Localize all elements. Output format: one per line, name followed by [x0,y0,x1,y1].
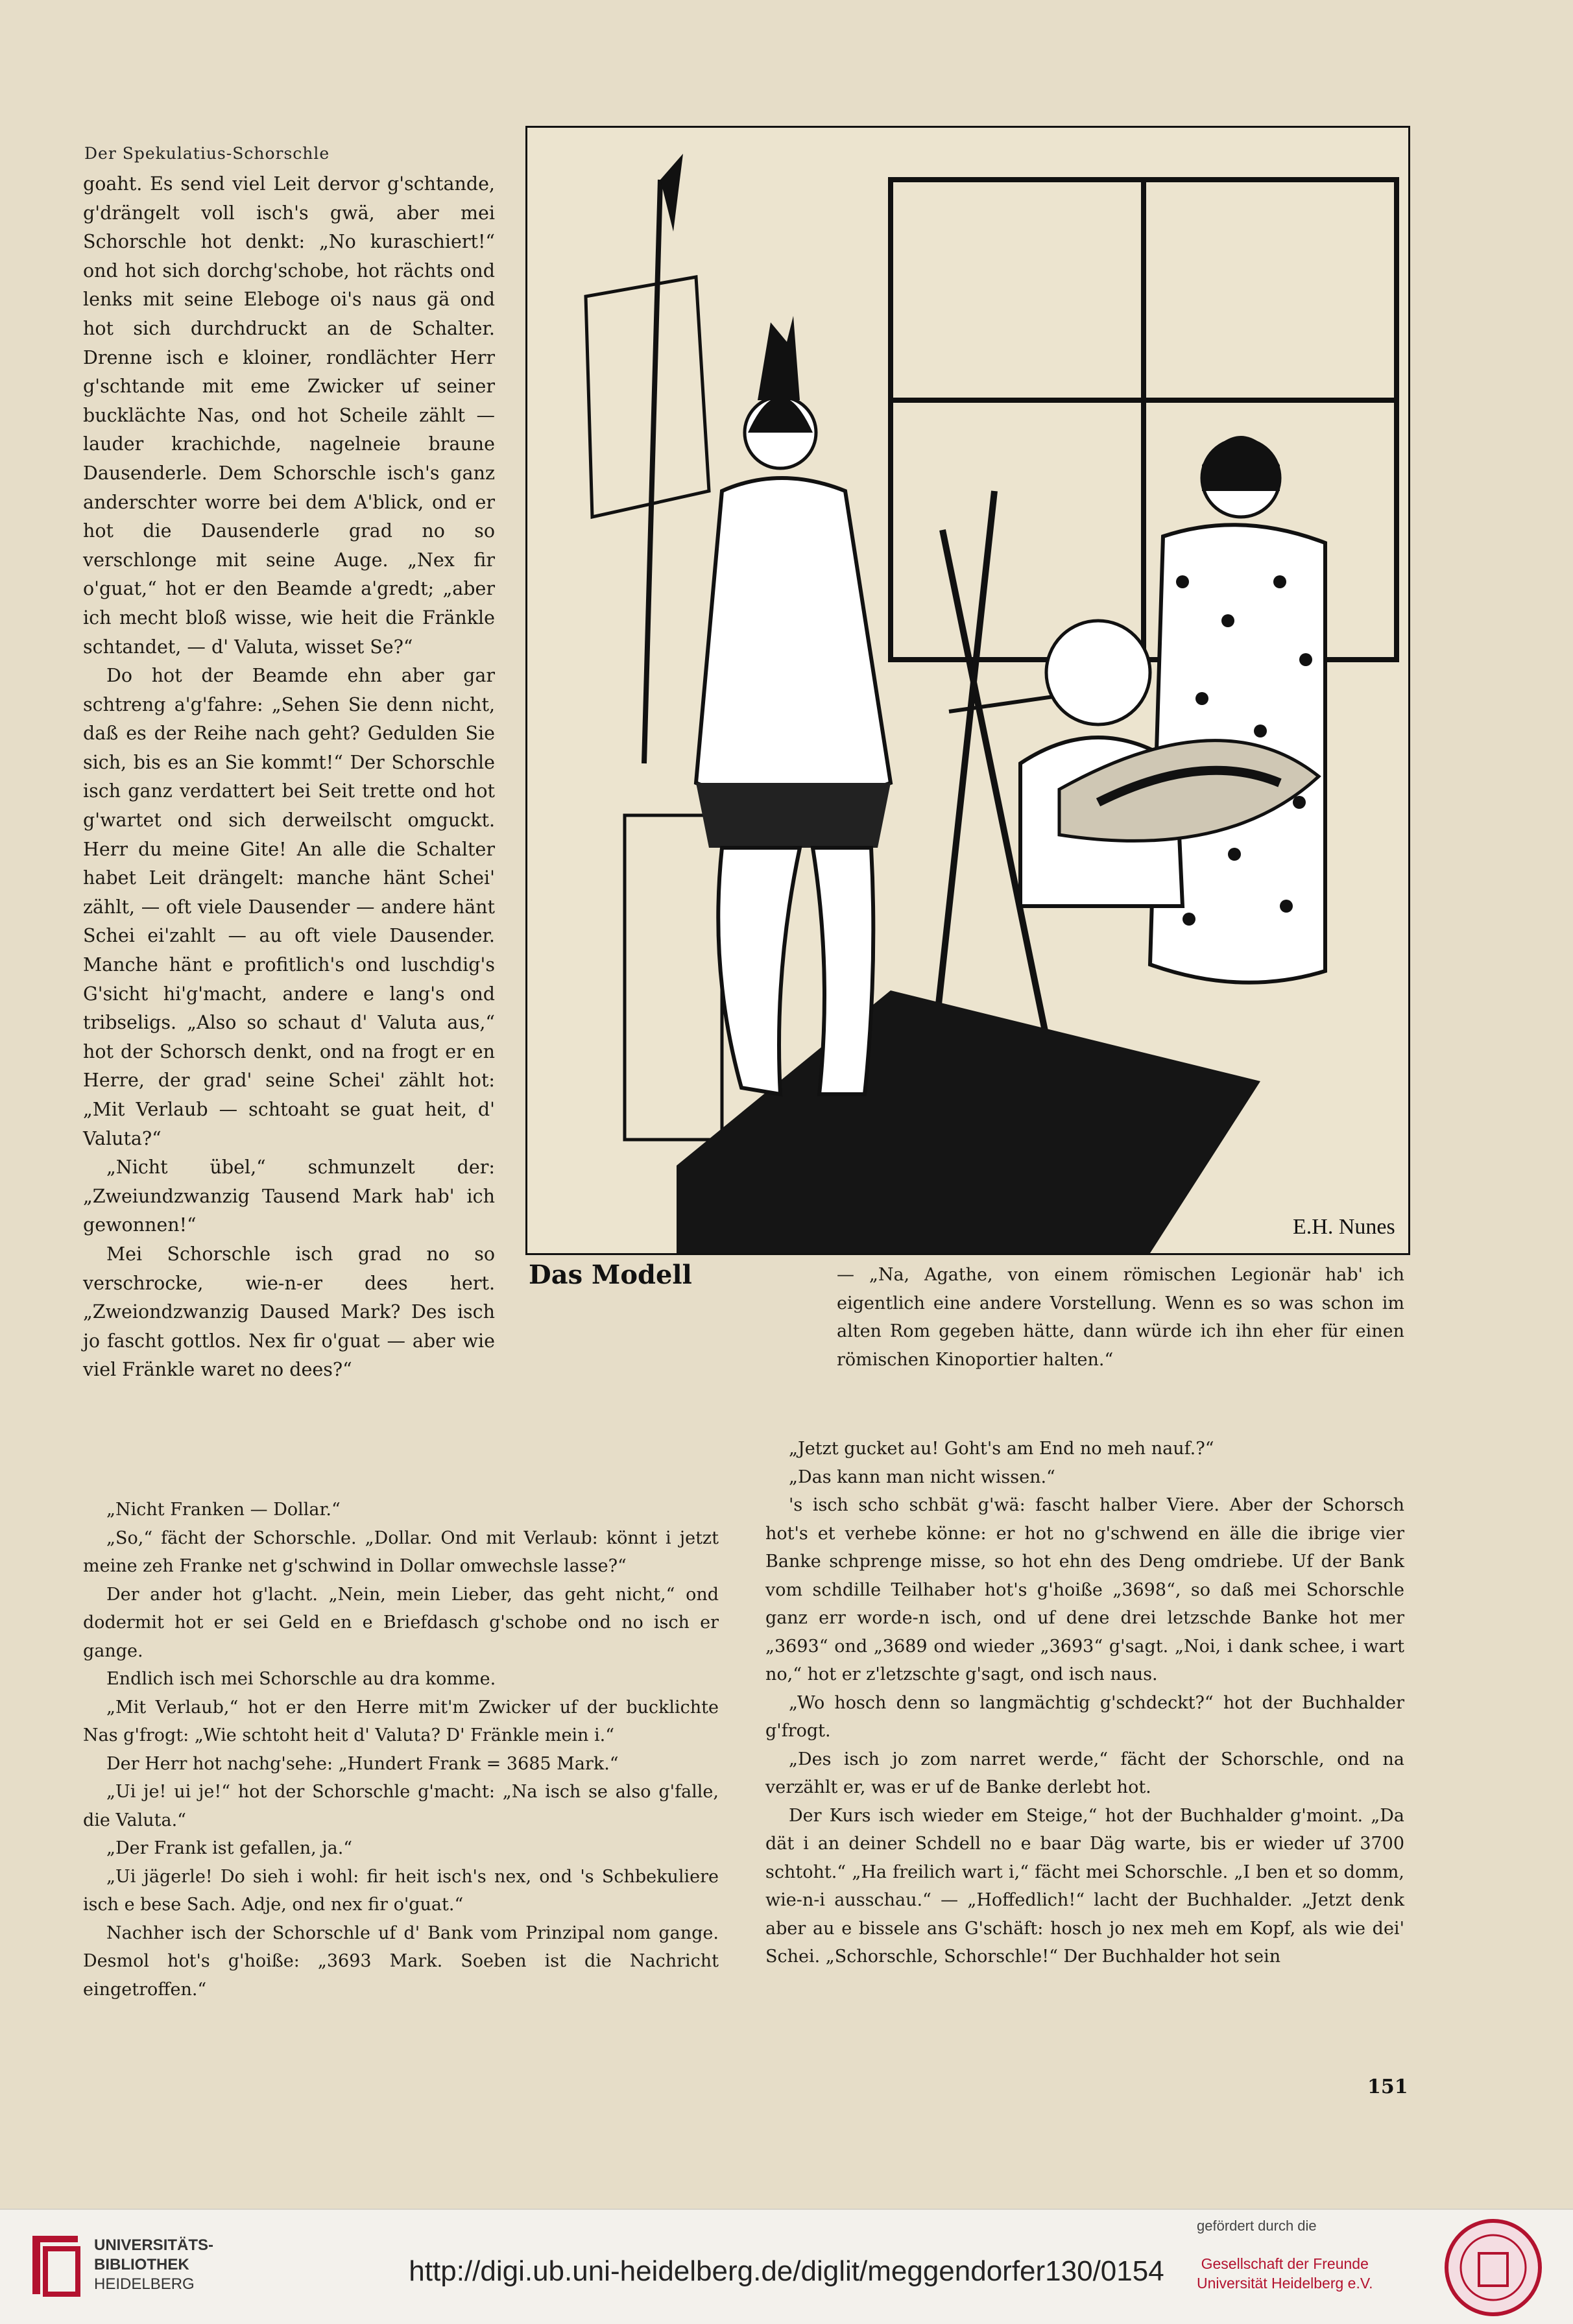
paragraph: „Ui jägerle! Do sieh i wohl: fir heit isch's nex, ond 's Schbekuliere isch e bese Sach. Adje, ond nex fir o'guat.“ [83,1866,719,1915]
artist-signature: E.H. Nunes [1293,1215,1395,1239]
paragraph: „So,“ fächt der Schorschle. „Dollar. Ond mit Verlaub: könnt i jetzt meine zeh Franke net g'schwind in Dollar omwechsle lasse?“ [83,1527,719,1576]
paragraph: „Nicht übel,“ schmunzelt der: „Zweiundzwanzig Tausend Mark hab' ich gewonnen!“ [83,1156,495,1236]
paragraph: „Nicht Franken — Dollar.“ [106,1500,341,1520]
paragraph: Mei Schorschle isch grad no so verschrocke, wie-n-er dees hert. „Zweiondzwanzig Daused Mark? Des isch jo fascht gottlos. Nex fir o'guat — aber wie viel Fränkle waret no dees?“ [83,1243,495,1381]
page-number: 151 [1367,2076,1408,2098]
painter-studio-drawing [527,128,1408,1253]
society-name [1197,2254,1373,2293]
paragraph: Do hot der Beamde ehn aber gar schtreng a'g'fahre: „Sehen Sie denn nicht, daß es der Reihe nach geht? Gedulden Sie sich, bis es an Sie kommt!“ Der Schorschle isch ganz verdattert bei Seit trette ond hot g'wartet ond sich derweilscht omguckt. Herr du meine Gite! An alle die Schalter habet Leit drängelt: manche hänt Schei' zählt, — oft viele Dausender — andere hänt Schei ei'zahlt — au oft viele Dausender. Manche hänt e profitlich's ond luschdig's G'sicht hi'g'macht, andere e lang's ond tribseligs. „Also so schaut d' Valuta aus,“ hot der Schorsch denkt, ond na frogt er en Herre, der grad' seine Schei' zählt hot: „Mit Verlaub — schtoaht se guat heit, d' Valuta?“ [83,665,495,1149]
paragraph: Der ander hot g'lacht. „Nein, mein Lieber, das geht nicht,“ ond dodermit hot er sei Geld en e Briefdasch g'schobe ond no isch er gange. [83,1584,719,1661]
caption-title: Das Modell [529,1260,692,1290]
caption-quote: — „Na, Agathe, von einem römischen Legionär hab' ich eigentlich eine andere Vorstellung. Wenn es so was schon im alten Rom gegeben hätte, dann würde ich ihn eher für einen römischen Kinoportier halten.“ [837,1265,1404,1370]
paragraph: Der Kurs isch wieder em Steige,“ hot der Buchhalder g'moint. „Da dät i an deiner Schdell no e baar Däg warte, bis er wieder uf 3700 schtoht.“ „Ha freilich wart i,“ fächt mei Schorschle. „I ben et so domm, wie-n-i ausschau.“ — „Hoffedlich!“ lacht der Buchhalder. „Jetzt denk aber au e bissele ans G'schäft: hosch jo nex meh em Kopf, als wie dei' Schei. „Schorschle, Schorschle!“ Der Buchhalder hot sein [765,1805,1404,1967]
illustration-das-modell [525,126,1410,1255]
bottom-right-column-text [765,1435,1404,1971]
viewer-footer-bar [0,2209,1573,2324]
permalink-url[interactable]: http://digi.ub.uni-heidelberg.de/diglit/meggendorfer130/0154 [409,2255,1164,2287]
paragraph: 's isch scho schbät g'wä: fascht halber Viere. Aber der Schorsch hot's et verhebe könne: er hot no g'schwend en älle die ibrige vier Banke schprenge misse, so hot ehn des Deng omdriebe. Uf der Bank vom schdille Teilhaber hot's g'hoiße „3698“, so daß mei Schorschle ganz err worde-n isch, ond uf dene drei letzschde Banke hot mer „3693“ ond „3689 ond wieder „3693“ g'sagt. „Noi, i dank schee, i wart no,“ hot er z'letzschte g'sagt, ond isch naus. [765,1495,1404,1684]
bottom-left-column-text [83,1496,719,2004]
funded-by-label: gefördert durch die [1197,2218,1317,2234]
paragraph: Nachher isch der Schorschle uf d' Bank vom Prinzipal nom gange. Desmol hot's g'hoiße: „3693 Mark. Soeben ist die Nachricht eingetroffen.“ [83,1923,719,2000]
paragraph: goaht. Es send viel Leit dervor g'schtande, g'drängelt voll isch's gwä, aber mei Schorschle hot denkt: „No kuraschiert!“ ond hot sich dorchg'schobe, hot rächts ond lenks mit seine Eleboge oi's naus gä ond hot sich durchdruckt an de Schalter. Drenne isch e kloiner, rondlächter Herr g'schtande mit eme Zwicker uf seiner bucklächte Nas, ond hot Scheile zählt — lauder krachichde, nagelneie braune Dausenderle. Dem Schorschle isch's ganz anderschter worre bei dem A'blick, ond er hot die Dausenderle grad no so verschlonge mit seine Auge. „Nex fir o'guat,“ hot er den Beamde a'gredt; „aber ich mecht bloß wisse, wie heit die Fränkle schtandet, — d' Valuta, wisset Se?“ [83,173,495,658]
left-column-text [83,170,495,1385]
society-name-line: Gesellschaft der Freunde [1201,2255,1369,2272]
paragraph: „Mit Verlaub,“ hot er den Herre mit'm Zwicker uf der bucklichte Nas g'frogt: „Wie schtoht heit d' Valuta? D' Fränkle mein i.“ [83,1697,719,1745]
paragraph: „Des isch jo zom narret werde,“ fächt der Schorschle, ond na verzählt er, was er uf de Banke derlebt hot. [765,1749,1404,1797]
paragraph: „Der Frank ist gefallen, ja.“ [106,1838,353,1858]
university-seal-icon [1443,2218,1544,2318]
paragraph: „Wo hosch denn so langmächtig g'schdeckt?“ hot der Buchhalder g'frogt. [765,1692,1404,1741]
paragraph: „Ui je! ui je!“ hot der Schorschle g'macht: „Na isch se also g'falle, die Valuta.“ [83,1782,719,1830]
university-name-line: HEIDELBERG [94,2275,195,2293]
running-header: Der Spekulatius-Schorschle [84,144,330,163]
university-name-line: UNIVERSITÄTS- [94,2236,214,2254]
paragraph: Endlich isch mei Schorschle au dra komme. [106,1669,496,1689]
society-name-line: Universität Heidelberg e.V. [1197,2275,1373,2292]
university-name-line: BIBLIOTHEK [94,2256,189,2273]
paragraph: Der Herr hot nachg'sehe: „Hundert Frank = 3685 Mark.“ [106,1753,619,1774]
paragraph: „Das kann man nicht wissen.“ [789,1467,1055,1487]
paragraph: „Jetzt gucket au! Goht's am End no meh nauf.?“ [789,1439,1214,1459]
